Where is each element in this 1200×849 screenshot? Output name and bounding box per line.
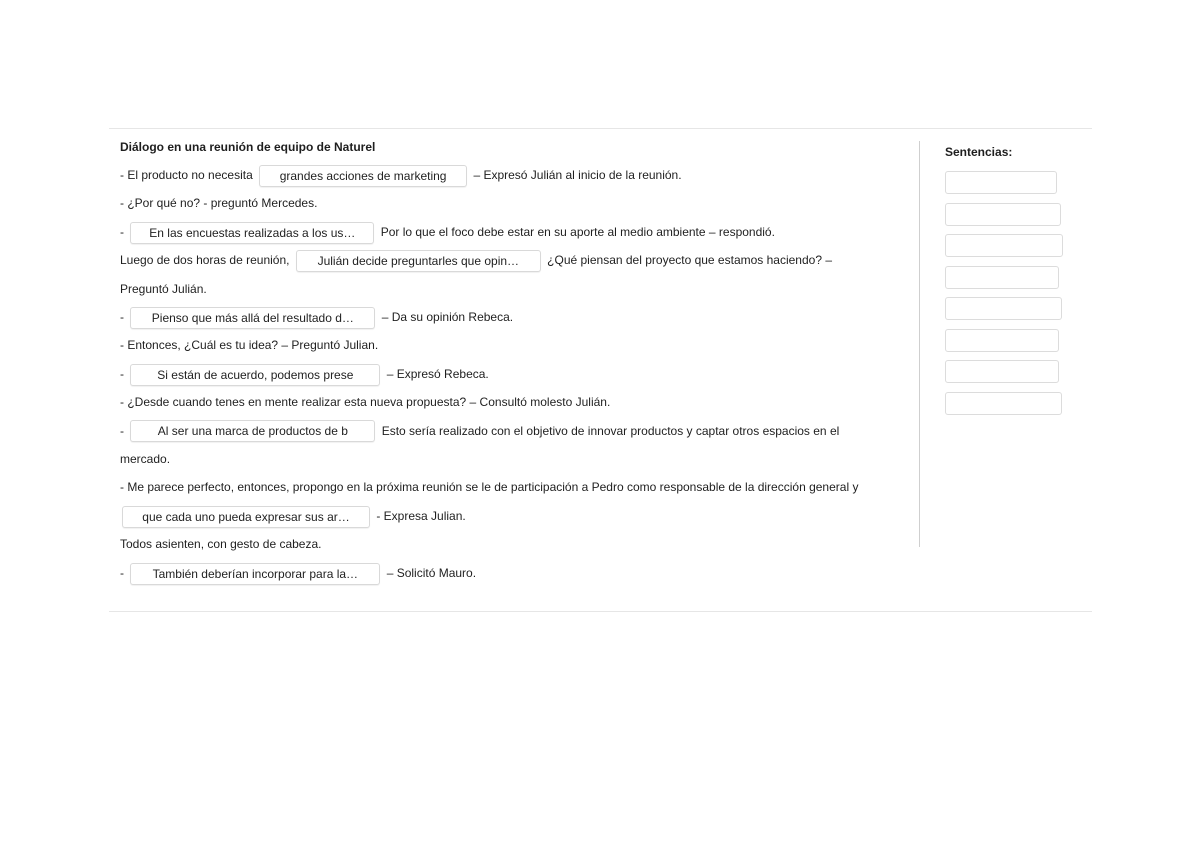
drop-gap-7[interactable]: que cada uno pueda expresar sus ar… <box>122 506 370 528</box>
dialogue-line-9 <box>120 388 910 416</box>
dialogue-line-11 <box>120 445 910 473</box>
sentences-title: Sentencias: <box>945 145 1013 159</box>
dialogue-title: Diálogo en una reunión de equipo de Naturel <box>120 140 376 154</box>
sentence-slot-8[interactable] <box>945 392 1062 415</box>
drop-gap-8[interactable]: También deberían incorporar para la… <box>130 563 380 585</box>
line-text: - <box>120 224 124 239</box>
dialogue-area <box>120 139 910 587</box>
line-text: mercado. <box>120 452 171 467</box>
dialogue-line-12 <box>120 473 910 501</box>
drop-gap-4[interactable]: Pienso que más allá del resultado d… <box>130 307 375 329</box>
line-text: - ¿Por qué no? - preguntó Mercedes. <box>120 196 318 211</box>
sentence-slot-5[interactable] <box>945 297 1062 320</box>
line-text: - Me parece perfecto, entonces, propongo en la próxima reunión se le de participación a Pedro como responsable de la dirección general y <box>120 480 859 495</box>
sentence-slot-1[interactable] <box>945 171 1057 194</box>
line-text: - El producto no necesita <box>120 168 253 182</box>
dialogue-line-2 <box>120 189 910 217</box>
line-text: - Expresa Julian. <box>376 508 466 523</box>
line-text: - ¿Desde cuando tenes en mente realizar esta nueva propuesta? – Consultó molesto Julián. <box>120 395 611 410</box>
line-text: – Solicitó Mauro. <box>386 565 477 580</box>
drop-gap-6[interactable]: Al ser una marca de productos de b <box>130 420 375 442</box>
dialogue-line-14 <box>120 530 910 558</box>
exercise-panel <box>109 128 1092 612</box>
line-text: – Expresó Rebeca. <box>386 366 489 381</box>
dialogue-line-3 <box>120 218 910 246</box>
dialogue-line-5 <box>120 275 910 303</box>
dialogue-line-8 <box>120 360 910 388</box>
line-text: - <box>120 423 124 438</box>
line-text: Por lo que el foco debe estar en su aporte al medio ambiente – respondió. <box>380 224 775 239</box>
dialogue-line-4 <box>120 246 910 274</box>
sentences-sidebar <box>945 143 1075 423</box>
line-text: – Da su opinión Rebeca. <box>381 310 514 325</box>
sentence-slot-4[interactable] <box>945 266 1059 289</box>
sentence-slot-2[interactable] <box>945 203 1061 226</box>
line-text: Luego de dos horas de reunión, <box>120 253 290 268</box>
dialogue-line-15 <box>120 559 910 587</box>
line-text: Esto sería realizado con el objetivo de innovar productos y captar otros espacios en el <box>381 423 840 438</box>
drop-gap-3[interactable]: Julián decide preguntarles que opin… <box>296 250 541 272</box>
line-text: Preguntó Julián. <box>120 281 207 296</box>
line-text: - <box>120 310 124 325</box>
drop-gap-1[interactable]: grandes acciones de marketing <box>259 165 467 187</box>
line-text: – Expresó Julián al inicio de la reunión. <box>473 168 682 182</box>
dialogue-line-13 <box>120 502 910 530</box>
dialogue-line-7 <box>120 331 910 359</box>
line-text: - <box>120 366 124 381</box>
column-divider <box>919 141 920 547</box>
drop-gap-5[interactable]: Si están de acuerdo, podemos prese <box>130 364 380 386</box>
line-text: - Entonces, ¿Cuál es tu idea? – Preguntó Julian. <box>120 338 379 353</box>
line-text: Todos asienten, con gesto de cabeza. <box>120 537 322 552</box>
line-text: ¿Qué piensan del proyecto que estamos haciendo? – <box>547 253 833 268</box>
line-text: - <box>120 565 124 580</box>
drop-gap-2[interactable]: En las encuestas realizadas a los us… <box>130 222 374 244</box>
sentence-slot-3[interactable] <box>945 234 1063 257</box>
dialogue-line-6 <box>120 303 910 331</box>
dialogue-line-1 <box>120 161 910 189</box>
dialogue-line-10 <box>120 417 910 445</box>
sentence-slot-6[interactable] <box>945 329 1059 352</box>
sentence-slot-7[interactable] <box>945 360 1059 383</box>
